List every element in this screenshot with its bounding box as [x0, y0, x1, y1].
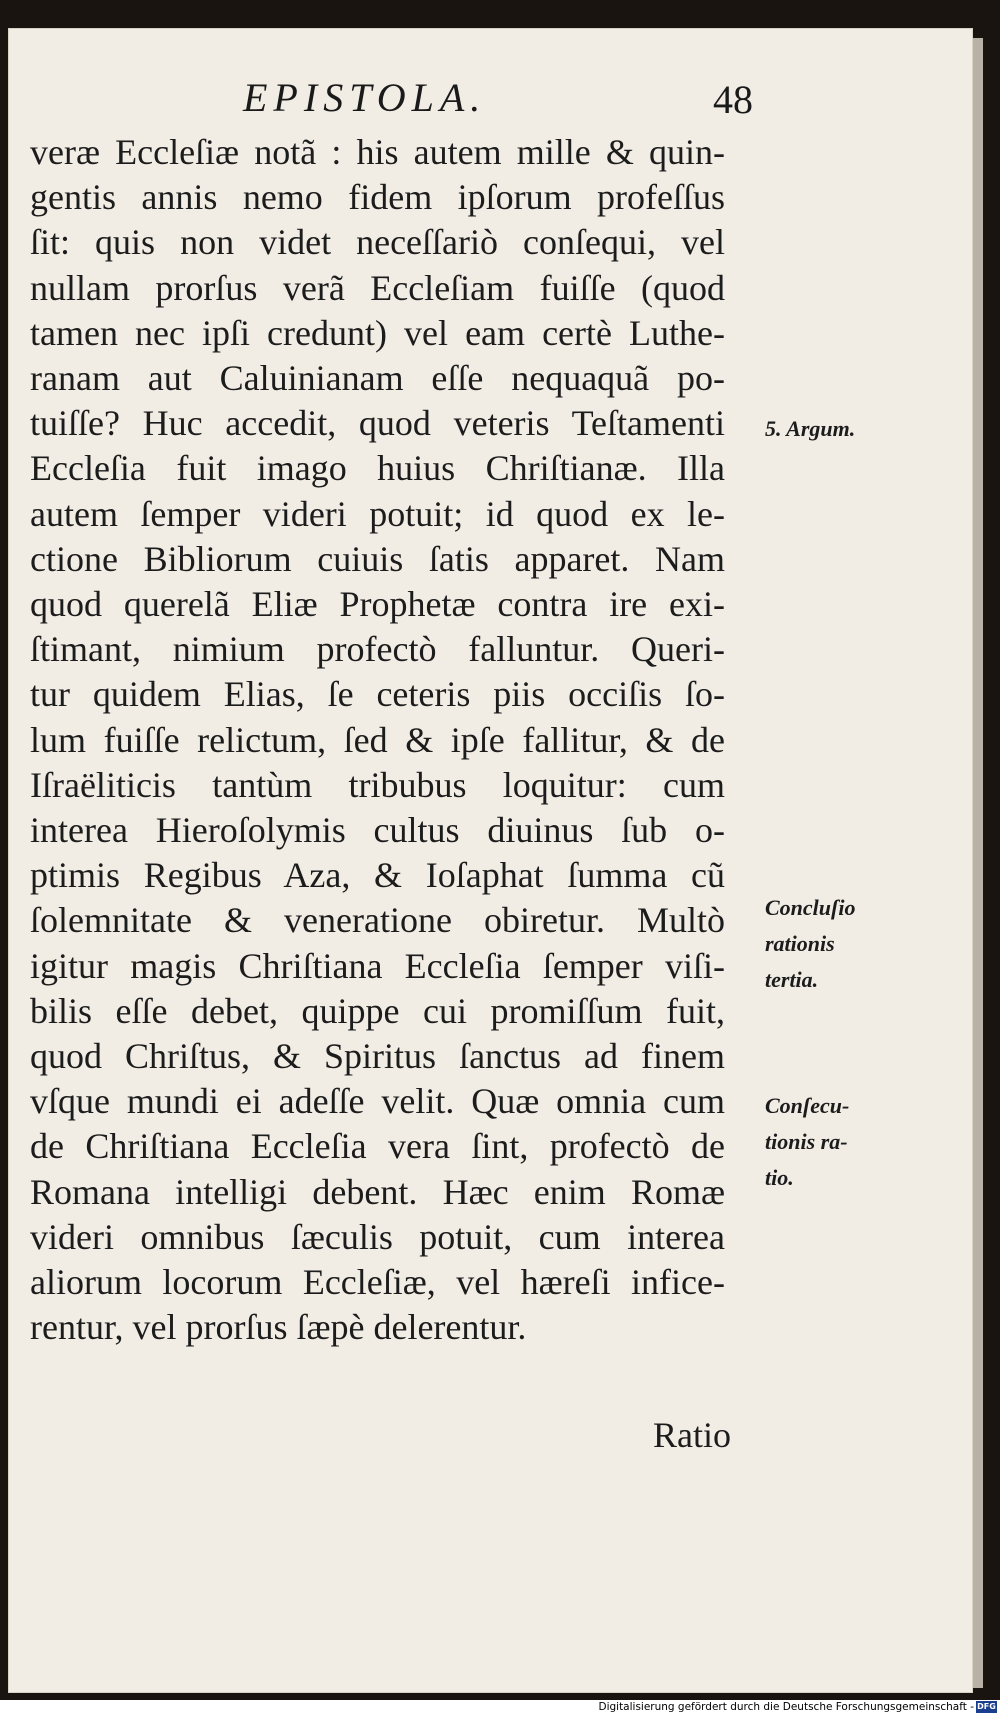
- running-head: EPISTOLA.: [243, 75, 487, 120]
- margin-note-line: Concluſio: [765, 895, 856, 920]
- margin-note-line: 5. Argum.: [765, 416, 856, 441]
- book-page: [8, 28, 973, 1693]
- text-line: igitur magis Chriſtiana Eccleſia ſemper viſi-: [30, 945, 725, 986]
- dfg-logo: DFG: [977, 1702, 996, 1711]
- funding-credit: Digitalisierung gefördert durch die Deutsche Forschungsgemeinschaft -: [598, 1701, 974, 1713]
- text-line: bilis eſſe debet, quippe cui promiſſum fuit,: [30, 990, 725, 1031]
- text-line: tamen nec ipſi credunt) vel eam certè Luthe-: [30, 312, 725, 353]
- text-line: interea Hieroſolymis cultus diuinus ſub o-: [30, 810, 725, 851]
- margin-note-conclusio: [765, 890, 855, 998]
- margin-note-argumentum: [765, 411, 855, 447]
- page-number: 48: [713, 77, 753, 122]
- margin-note-line: rationis: [765, 931, 835, 956]
- text-line: veræ Eccleſiæ notã : his autem mille & quin-: [30, 132, 725, 172]
- text-line: quod querelã Eliæ Prophetæ contra ire exi-: [30, 584, 725, 625]
- text-line: de Chriſtiana Eccleſia vera ſint, profectò de: [30, 1126, 725, 1167]
- margin-note-line: Conſecu-: [765, 1093, 850, 1118]
- text-line: Eccleſia fuit imago huius Chriſtianæ. Illa: [30, 448, 725, 489]
- margin-note-consecutio: [765, 1088, 849, 1196]
- text-line: ſtimant, nimium profectò falluntur. Queri-: [30, 629, 725, 670]
- page-edge: [973, 38, 983, 1688]
- text-line: tuiſſe? Huc accedit, quod veteris Teſtamenti: [30, 403, 725, 444]
- text-line: ſolemnitate & veneratione obiretur. Multò: [30, 900, 725, 941]
- text-line: Romana intelligi debent. Hæc enim Romæ: [30, 1171, 725, 1212]
- text-line: ptimis Regibus Aza, & Ioſaphat ſumma cũ: [30, 855, 725, 896]
- text-line: ctione Bibliorum cuiuis ſatis apparet. Nam: [30, 538, 725, 579]
- catchword: Ratio: [653, 1415, 731, 1455]
- text-line: quod Chriſtus, & Spiritus ſanctus ad finem: [30, 1036, 725, 1077]
- margin-note-line: tionis ra-: [765, 1129, 848, 1154]
- margin-note-line: tio.: [765, 1165, 794, 1190]
- text-line: lum fuiſſe relictum, ſed & ipſe fallitur, & de: [30, 719, 725, 760]
- text-line: Iſraëliticis tantùm tribubus loquitur: cum: [30, 764, 725, 805]
- text-line: ranam aut Caluinianam eſſe nequaquã po-: [30, 358, 725, 399]
- body-text: [30, 130, 725, 1350]
- text-line: gentis annis nemo fidem ipſorum profeſſus: [30, 177, 725, 218]
- text-line: aliorum locorum Eccleſiæ, vel hæreſi infice-: [30, 1262, 725, 1303]
- text-line: vſque mundi ei adeſſe velit. Quæ omnia cum: [30, 1081, 725, 1122]
- text-line: tur quidem Elias, ſe ceteris piis occiſis ſo-: [30, 674, 725, 715]
- text-line: ſit: quis non videt neceſſariò conſequi, vel: [30, 222, 725, 263]
- text-line: autem ſemper videri potuit; id quod ex le-: [30, 493, 725, 534]
- text-line: rentur, vel prorſus ſæpè delerentur.: [30, 1307, 527, 1348]
- text-line: nullam prorſus verã Eccleſiam fuiſſe (quod: [30, 267, 725, 308]
- margin-note-line: tertia.: [765, 967, 819, 992]
- text-line: videri omnibus ſæculis potuit, cum interea: [30, 1216, 725, 1257]
